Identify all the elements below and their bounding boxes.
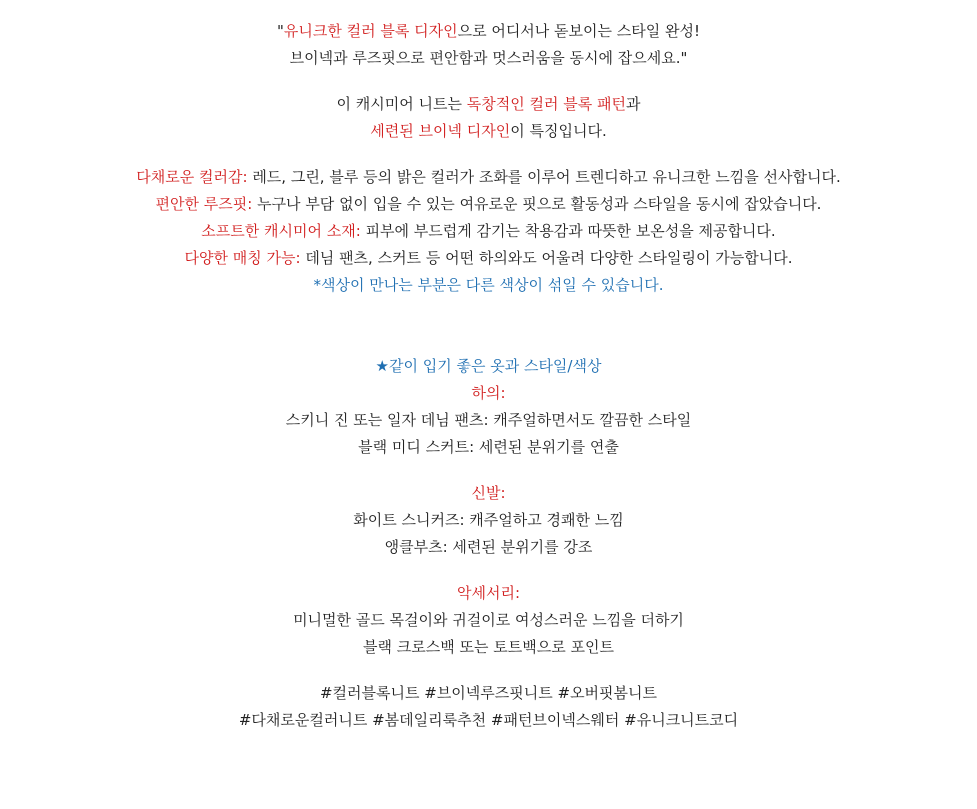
shoes-item: 화이트 스니커즈: 캐주얼하고 경쾌한 느낌 <box>353 511 624 529</box>
intro-line-2: 브이넥과 루즈핏으로 편안함과 멋스러움을 동시에 잡으세요." <box>289 49 688 67</box>
intro-rest: 으로 어디서나 돋보이는 스타일 완성! <box>457 22 701 40</box>
summary-line-2 <box>0 118 977 145</box>
summary-block <box>0 91 977 145</box>
summary-part-2: 과 <box>625 95 641 113</box>
summary-highlight-2: 세련된 브이넥 디자인 <box>370 122 511 140</box>
hashtags-block <box>0 680 977 734</box>
intro-line-1 <box>0 18 977 45</box>
intro-quote-open: " <box>276 22 284 40</box>
styling-title: ★같이 입기 좋은 옷과 스타일/색상 <box>375 357 602 375</box>
feature-item <box>0 164 977 191</box>
accessories-item: 블랙 크로스백 또는 토트백으로 포인트 <box>363 638 614 656</box>
feature-item <box>0 218 977 245</box>
bottoms-label: 하의: <box>471 384 506 402</box>
feature-text: 데님 팬츠, 스커트 등 어떤 하의와도 어울려 다양한 스타일링이 가능합니다. <box>300 249 793 267</box>
summary-line-1 <box>0 91 977 118</box>
intro-highlight: 유니크한 컬러 블록 디자인 <box>283 22 458 40</box>
shoes-item: 앵클부츠: 세련된 분위기를 강조 <box>384 538 593 556</box>
feature-item <box>0 191 977 218</box>
feature-label: 편안한 루즈핏: <box>155 195 253 213</box>
feature-label: 다양한 매칭 가능: <box>184 249 301 267</box>
features-block <box>0 164 977 299</box>
feature-text: 피부에 부드럽게 감기는 착용감과 따뜻한 보온성을 제공합니다. <box>360 222 776 240</box>
styling-block <box>0 353 977 661</box>
feature-label: 다채로운 컬러감: <box>136 168 248 186</box>
hashtag-line: #다채로운컬러니트 #봄데일리룩추천 #패턴브이넥스웨터 #유니크니트코디 <box>238 711 739 729</box>
accessories-label: 악세서리: <box>456 584 520 602</box>
feature-text: 레드, 그린, 블루 등의 밝은 컬러가 조화를 이루어 트렌디하고 유니크한 느낌을 선사합니다. <box>247 168 841 186</box>
feature-label: 소프트한 캐시미어 소재: <box>201 222 361 240</box>
feature-text: 누구나 부담 없이 입을 수 있는 여유로운 핏으로 활동성과 스타일을 동시에 잡았습니다. <box>252 195 822 213</box>
color-note: *색상이 만나는 부분은 다른 색상이 섞일 수 있습니다. <box>313 276 664 294</box>
summary-part-1: 이 캐시미어 니트는 <box>336 95 467 113</box>
bottoms-item: 스키니 진 또는 일자 데님 팬츠: 캐주얼하면서도 깔끔한 스타일 <box>285 411 692 429</box>
hashtag-line: #컬러블록니트 #브이넥루즈핏니트 #오버핏봄니트 <box>319 684 658 702</box>
bottoms-item: 블랙 미디 스커트: 세련된 분위기를 연출 <box>358 438 619 456</box>
summary-highlight-1: 독창적인 컬러 블록 패턴 <box>466 95 626 113</box>
summary-part-3: 이 특징입니다. <box>510 122 607 140</box>
accessories-item: 미니멀한 골드 목걸이와 귀걸이로 여성스러운 느낌을 더하기 <box>293 611 684 629</box>
feature-item <box>0 245 977 272</box>
shoes-label: 신발: <box>471 484 506 502</box>
intro-block <box>0 0 977 72</box>
